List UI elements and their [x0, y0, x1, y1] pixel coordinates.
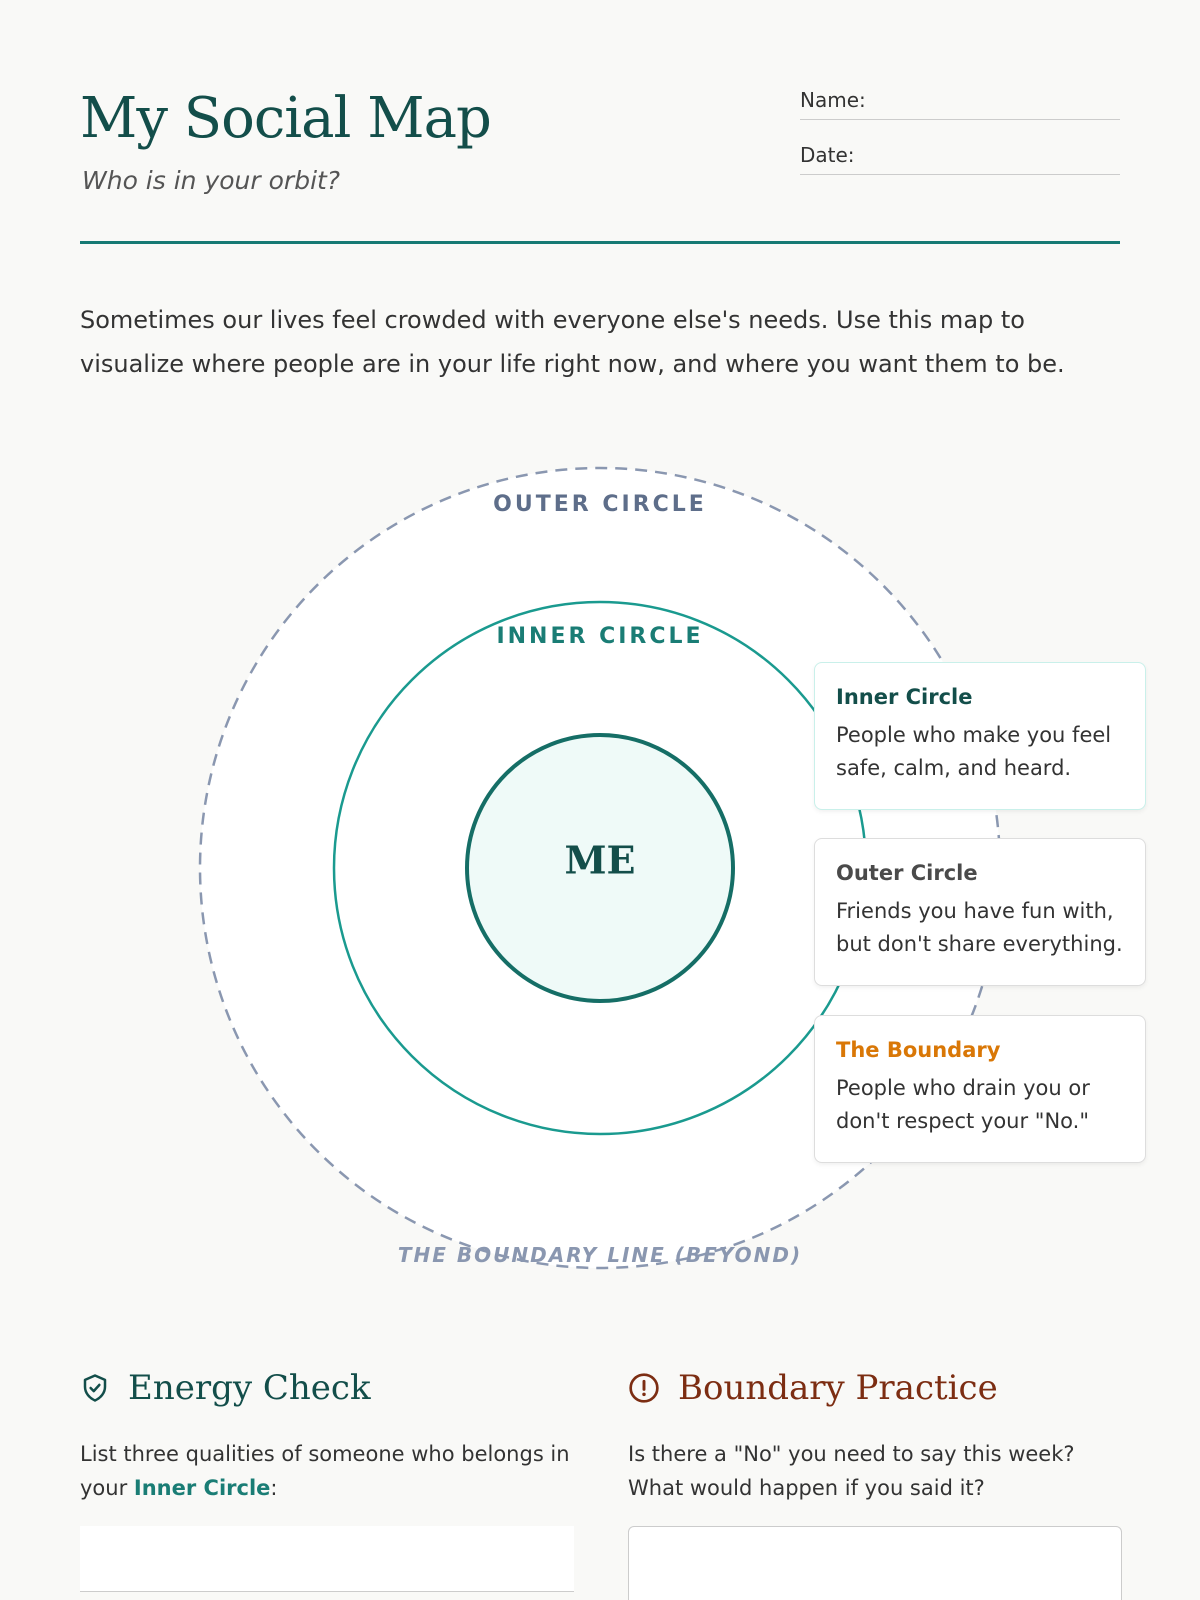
legend-title: Inner Circle — [836, 685, 973, 709]
me-label: ME — [564, 837, 636, 883]
page-title: My Social Map — [80, 86, 491, 151]
name-date-fields — [800, 80, 1120, 190]
energy-check-prompt — [80, 1437, 580, 1505]
intro-text: Sometimes our lives feel crowded with everyone else's needs. Use this map to visualize where people are in your life right now, and where you want them to be. — [80, 306, 1065, 378]
inner-circle-highlight: Inner Circle — [133, 1476, 271, 1500]
energy-check-prompt-text: List three qualities of someone who belongs in your — [80, 1442, 570, 1500]
boundary-line-label: THE BOUNDARY LINE (BEYOND) — [397, 1243, 803, 1267]
legend-title: The Boundary — [836, 1038, 1001, 1062]
energy-check-prompt-end: : — [270, 1476, 278, 1500]
header-divider — [80, 241, 1120, 244]
boundary-practice-answer-field[interactable] — [628, 1526, 1122, 1600]
outer-circle-label: OUTER CIRCLE — [493, 492, 707, 517]
page-subtitle: Who is in your orbit? — [82, 166, 341, 195]
boundary-practice-heading — [628, 1368, 998, 1408]
date-field[interactable] — [800, 135, 1120, 175]
name-label: Name: — [800, 87, 866, 112]
social-map-diagram — [0, 460, 1200, 1280]
legend-card-boundary — [814, 1015, 1146, 1163]
legend-card-inner — [814, 662, 1146, 810]
energy-check-heading — [80, 1368, 371, 1408]
legend-body: People who make you feel safe, calm, and heard. — [836, 723, 1112, 780]
energy-check-answer-field[interactable] — [80, 1526, 574, 1592]
legend-card-outer — [814, 838, 1146, 986]
boundary-practice-prompt: Is there a "No" you need to say this week? What would happen if you said it? — [628, 1442, 1075, 1500]
legend-title: Outer Circle — [836, 861, 978, 885]
inner-circle-label: INNER CIRCLE — [496, 624, 704, 649]
shield-check-icon — [80, 1372, 110, 1404]
alert-circle-icon — [628, 1372, 660, 1404]
name-field[interactable] — [800, 80, 1120, 120]
legend-body: People who drain you or don't respect your "No." — [836, 1076, 1090, 1133]
boundary-practice-title: Boundary Practice — [678, 1368, 998, 1408]
energy-check-title: Energy Check — [128, 1368, 371, 1408]
date-label: Date: — [800, 142, 855, 167]
legend-body: Friends you have fun with, but don't share everything. — [836, 899, 1123, 956]
